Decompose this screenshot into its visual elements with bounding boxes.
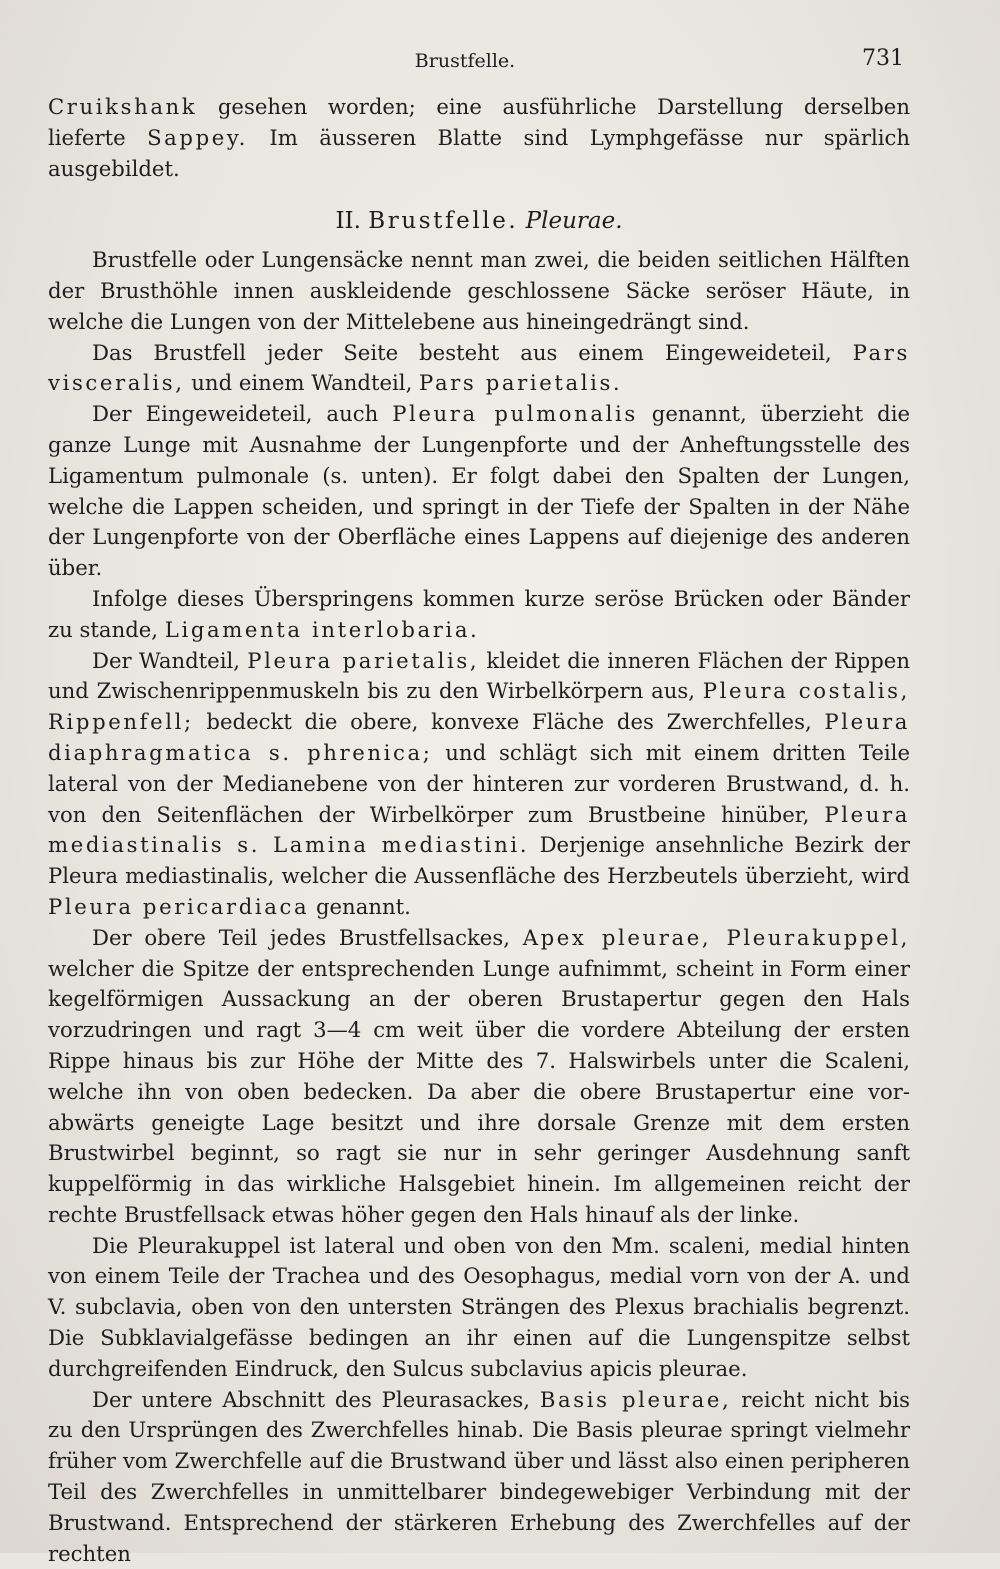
paragraph-4 [48, 584, 910, 646]
paragraph-6 [48, 923, 910, 1231]
text-run: Brustfelle oder Lungensäcke nennt man zwei, die beiden seitlichen Hälften der Brusthöhle innen auskleidende geschlossene Säcke seröser Häute, in welche die Lungen von der Mittelebene aus hineingedrängt sind. [48, 247, 910, 334]
text-run: gesehen worden; eine ausführliche Darstellung derselben lieferte [48, 94, 910, 150]
paragraph-8 [48, 1385, 910, 1569]
text-run: Die Pleurakuppel ist lateral und oben von den Mm. scaleni, medial hinten von einem Teile der Trachea und des Oesophagus, medial vorn von der A. und V. subclavia, oben von den untersten Strängen des Plexus brachialis begrenzt. Die Subklavialgefässe bedingen an ihr einen auf die Lungenspitze selbst durchgreifenden Eindruck, den Sulcus subclavius apicis pleurae. [48, 1232, 910, 1381]
term: Ligamenta interlobaria. [164, 616, 480, 642]
author-name: Cruikshank [48, 94, 198, 119]
body-text [48, 92, 910, 1569]
text-run: kleidet die inneren Flächen der Rippen und Zwischenrippenmuskeln bis zu den Wirbelkörpern aus, [48, 647, 910, 704]
paragraph-3 [48, 399, 910, 584]
paragraph-continuation [48, 92, 910, 184]
term: Pleura pulmonalis [392, 401, 638, 427]
text-run: welcher die Spitze der entsprechenden Lunge aufnimmt, scheint in Form einer kegelförmigen Aussackung an der oberen Brustapertur gegen den Hals vorzudringen und ragt 3—4 cm weit über die vordere Abteilung der ersten Rippe hinaus bis zur Höhe der Mitte des 7. Halswirbels unter die Scaleni, welche ihn von oben bedecken. Da aber die obere Brustapertur eine vor-abwärts geneigte Lage besitzt und ihre dorsale Grenze mit dem ersten Brustwirbel beginnt, so ragt sie nur in sehr geringer Ausdehnung sanft kuppelförmig in das wirkliche Halsgebiet hinein. Im allgemeinen reicht der rechte Brustfellsack etwas höher gegen den Hals hinauf als der linke. [48, 955, 910, 1227]
text-run: und einem Wandteil, [184, 370, 420, 396]
term: Pars visceralis, [48, 339, 910, 396]
text-run: Der untere Abschnitt des Pleurasackes, [92, 1386, 540, 1412]
section-heading [48, 206, 910, 237]
text-run: genannt. [309, 893, 411, 919]
running-head [0, 46, 1000, 74]
term: Pleura costalis, Rippenfell; [48, 678, 910, 735]
text-run: Der obere Teil jedes Brustfellsackes, [92, 924, 523, 950]
term: Apex pleurae, Pleurakuppel, [522, 924, 910, 950]
term: Pars parietalis. [419, 370, 623, 396]
text-run: Der Eingeweideteil, auch [92, 401, 393, 427]
section-title-latin: Pleurae. [525, 208, 623, 235]
paragraph-7 [48, 1231, 910, 1385]
term: Pleura diaphragmatica s. phrenica; [48, 709, 910, 765]
page-number: 731 [862, 46, 904, 71]
text-run: Das Brustfell jeder Seite besteht aus einem Eingeweideteil, [92, 339, 853, 365]
text-run: genannt, überzieht die ganze Lunge mit Ausnahme der Lungenpforte und der Anheftungsstelle des Ligamentum pulmonale (s. unten). Er folgt dabei den Spalten der Lungen, welche die Lappen scheiden, und springt in der Tiefe der Spalten in der Nähe der Lungenpforte von der Oberfläche eines Lappens auf diejenige des anderen über. [48, 401, 911, 581]
section-title: Brustfelle. [368, 208, 519, 235]
author-name: Sappey. [147, 124, 248, 150]
section-number: II. [335, 208, 361, 235]
term: Pleura pericardiaca [48, 893, 310, 919]
text-run: bedeckt die obere, konvexe Fläche des Zwerchfelles, [193, 709, 825, 735]
text-run: Infolge dieses Überspringens kommen kurze seröse Brücken oder Bänder zu stande, [48, 585, 910, 642]
text-run: Im äusseren Blatte sind Lymphgefässe nur spärlich ausgebildet. [48, 124, 911, 181]
text-run: Derjenige ansehnliche Bezirk der Pleura mediastinalis, welcher die Aussenfläche des Herzbeutels überzieht, wird [48, 832, 910, 889]
text-run: und schlägt sich mit einem dritten Teile lateral von der Medianebene von der hinteren zur vorderen Brustwand, d. h. von den Seitenflächen der Wirbelkörper zum Brustbeine hinüber, [48, 739, 910, 827]
term: Basis pleurae, [539, 1386, 732, 1412]
paragraph-5 [48, 646, 910, 923]
text-run: Der Wandteil, [92, 647, 248, 673]
term: Pleura parietalis, [247, 647, 480, 673]
paragraph-1 [48, 245, 910, 337]
text-run: reicht nicht bis zu den Ursprüngen des Zwerchfelles hinab. Die Basis pleurae springt vielmehr früher vom Zwerchfelle auf die Brustwand über und lässt also einen peripheren Teil des Zwerchfelles in unmittelbarer bindegewebiger Verbindung mit der Brustwand. Entsprechend der stärkeren Erhebung des Zwerchfelles auf der rechten [48, 1386, 910, 1566]
paragraph-2 [48, 338, 910, 400]
running-head-title: Brustfelle. [414, 50, 516, 72]
term: Pleura mediastinalis s. Lamina mediastini. [48, 801, 910, 858]
